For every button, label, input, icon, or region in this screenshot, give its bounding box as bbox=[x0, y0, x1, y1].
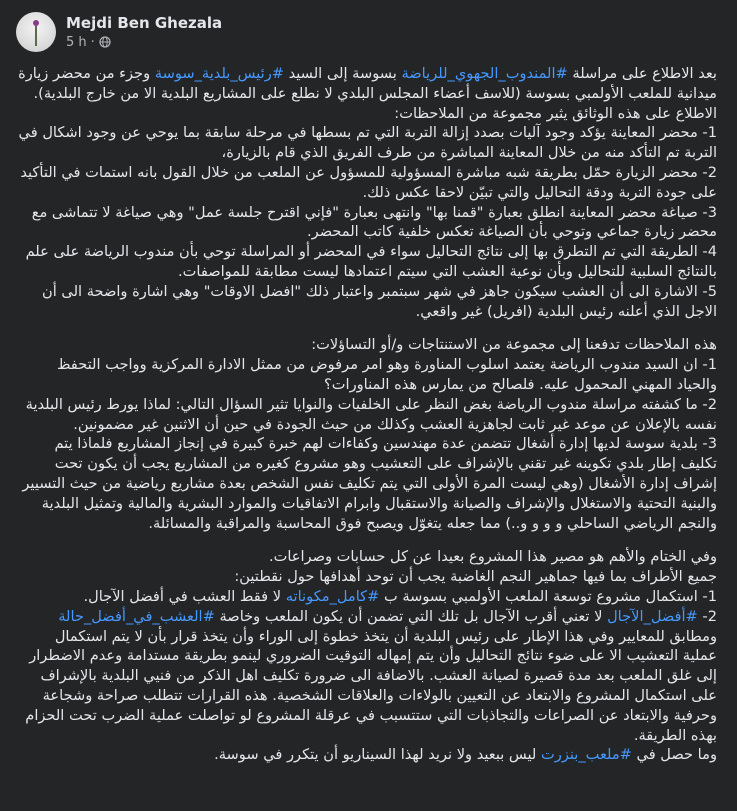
post-paragraph bbox=[18, 335, 717, 355]
post-paragraph bbox=[18, 587, 717, 607]
post-paragraph bbox=[18, 745, 717, 765]
post-text: ليس ببعيد ولا نريد لهذا السيناريو أن يتكرر في سوسة. bbox=[214, 746, 542, 764]
post-text: بعد الاطلاع على مراسلة bbox=[567, 65, 717, 82]
post-text: 5- الاشارة الى أن العشب سيكون جاهز في شهر سبتمبر واعتبار ذلك "افضل الاوقات" وهي اشارة واضحة الى أن الاجل الذي أعلنه رئيس البلدية (افريل) غير واقعي. bbox=[42, 282, 717, 320]
post-text: 3- بلدية سوسة لديها إدارة أشغال تتضمن عدة مهندسين وكفاءات لهم خبرة كبيرة في إنجاز المشاريع فلماذا يتم تكليف إطار بلدي تكوينه غير تقني بالإشراف على التعشيب وهو مشروع كغيره من المشاريع يجب أن يكون تحت إشراف إدارة الأشغال (وهي ليست المرة الأولى التي يتم تكليف نفس الشخص بعدة مشاريع رياضية من حيث التسيير والبنية التحتية والاستغلال والإشراف والصيانة والاستقبال وابرام الاتفاقيات والموارد البشرية والمالية وتمثيل البلدية والنجم الرياضي الساحلي و و و و..) مما جعله يتغوّل ويصبح فوق المحاسبة والمراقبة والمسائلة. bbox=[22, 435, 717, 532]
separator-dot: · bbox=[90, 34, 95, 50]
post-header bbox=[16, 10, 222, 54]
post-paragraph bbox=[18, 123, 717, 163]
post-text: لا تعني أقرب الآجال بل تلك التي تضمن أن يكون الملعب وخاصة bbox=[214, 607, 608, 625]
post-text: 1- محضر المعاينة يؤكد وجود آليات بصدد إزالة التربة التي تم بسطها في مرحلة سابقة بما يوحي عن وجود اشكال في التربة تم التأكد منه من خلال المعاينة المباشرة من طرف الفريق الذي قام بالزيارة، bbox=[18, 124, 717, 162]
post-paragraph bbox=[18, 434, 717, 533]
hashtag-link[interactable]: #رئيس_بلدية_سوسة bbox=[154, 65, 284, 82]
post-paragraph bbox=[18, 395, 717, 435]
post-paragraph bbox=[18, 163, 717, 203]
post-text: الاطلاع على هذه الوثائق يثير مجموعة من الملاحظات: bbox=[394, 104, 717, 122]
hashtag-link[interactable]: #كامل_مكوناته bbox=[285, 587, 380, 605]
avatar-stem bbox=[35, 26, 37, 46]
post-text: 4- الطريقة التي تم التطرق بها إلى نتائج التحاليل سواء في المحضر أو المراسلة توحي بأن مندوب الرياضة على علم بالنتائج السلبية للتحاليل وبأن نوعية العشب التي سيتم اعتمادها ليست مطابقة للمواصفات. bbox=[25, 243, 717, 280]
post-text: وفي الختام والأهم هو مصير هذا المشروع بعيدا عن كل حسابات وصراعات. bbox=[268, 548, 717, 566]
post-text: 2- ما كشفته مراسلة مندوب الرياضة بغض النظر على الخلفيات والنوايا تثير السؤال التالي: لماذا يورط رئيس البلدية نفسه بالإعلان عن موعد غير ثابت لجاهزية العشب وكذلك من حيث الجودة في حين أن الاثنين غير مضمونين. bbox=[25, 395, 717, 433]
post-paragraph bbox=[18, 567, 717, 587]
post-paragraph bbox=[18, 203, 717, 243]
post-paragraph bbox=[18, 607, 717, 746]
post-body bbox=[18, 64, 717, 765]
post-text: بسوسة إلى السيد bbox=[283, 65, 402, 82]
hashtag-link[interactable]: #أفضل_الآجال bbox=[607, 607, 698, 625]
post-text: لا فقط العشب في أفضل الآجال. bbox=[83, 587, 286, 605]
post-text: هذه الملاحظات تدفعنا إلى مجموعة من الاستنتاجات و/أو التساؤلات: bbox=[311, 336, 717, 354]
post-paragraph bbox=[18, 282, 717, 322]
post-text: 1- استكمال مشروع توسعة الملعب الأولمبي بسوسة ب bbox=[379, 587, 717, 605]
post-text: وما حصل في bbox=[631, 746, 717, 764]
post-text: 3- صياغة محضر المعاينة انطلق بعبارة "قمنا بها" وانتهى بعبارة "فإني اقترح جلسة عمل" وهي صياغة لا تتماشى مع محضر زيارة جماعي وتوحي بأن الصياغة تعكس خلفية كاتب المحضر. bbox=[31, 203, 717, 241]
post-time[interactable]: 5 h bbox=[66, 34, 87, 50]
post-paragraph bbox=[18, 242, 717, 282]
post-paragraph bbox=[18, 355, 717, 395]
post-text: ومطابق للمعايير وفي هذا الإطار على رئيس البلدية أن يتخذ خطوة إلى الوراء وأن يتخذ قرار بأن لا يتم استكمال عملية التعشيب الا على ضوء نتائج التحاليل وأن يتم إمهاله التوقيت الضروري لينمو بطريقة مستدامة وعدم الاضطرار إلى غلق الملعب بعد مدة قصيرة لصيانة العشب. بالاضافة الى ضرورة تكليف اهل الذكر من فنيي البلدية بالإشراف على استكمال المشروع والابتعاد عن التعيين بالولاءات والعلاقات الشخصية. هذه القرارات تتطلب صراحة وشجاعة وحرفية والابتعاد عن الصراعات والتجاذبات التي ستتسبب في عرقلة المشروع لو تواصلت عملية الضرب تحت الحزام بهذه الطريقة. bbox=[25, 627, 717, 744]
hashtag-link[interactable]: #المندوب_الجهوي_للرياضة bbox=[401, 65, 568, 82]
post-text: 2- bbox=[697, 607, 717, 625]
hashtag-link[interactable]: #ملعب_بنزرت bbox=[541, 746, 632, 764]
author-name[interactable]: Mejdi Ben Ghezala bbox=[66, 13, 223, 32]
post-text: 1- ان السيد مندوب الرياضة يعتمد اسلوب المناورة وهو امر مرفوض من ممثل الادارة المركزية وواجب التحفظ والحياد المهني المحمول عليه. فلصالح من يمارس هذه المناورات؟ bbox=[56, 356, 717, 393]
hashtag-link[interactable]: #العشب_في_أفضل_حالة bbox=[58, 607, 215, 625]
globe-icon[interactable] bbox=[99, 36, 111, 48]
avatar[interactable] bbox=[16, 12, 56, 52]
post-text: وجزء من محضر زيارة ميدانية للملعب الأولمبي بسوسة (للاسف أعضاء المجلس البلدي لا نطلع على المشاريع البلدية الا من خارج البلدية). bbox=[18, 65, 717, 102]
post-paragraph bbox=[18, 104, 717, 124]
post-paragraph bbox=[18, 547, 717, 567]
post-meta bbox=[66, 14, 222, 51]
post-subline bbox=[66, 34, 222, 51]
post-text: جميع الأطراف بما فيها جماهير النجم الغاضبة يجب أن توحد أهدافها حول نقطتين: bbox=[234, 568, 717, 586]
post-text: 2- محضر الزيارة حمّل بطريقة شبه مباشرة المسؤولية للمسؤول عن الملعب من خلال القول بانه استمات في التأكيد على جودة التربة ودقة التحاليل والتي تبيّن لاحقا عكس ذلك. bbox=[20, 163, 717, 201]
post-paragraph bbox=[18, 64, 717, 104]
